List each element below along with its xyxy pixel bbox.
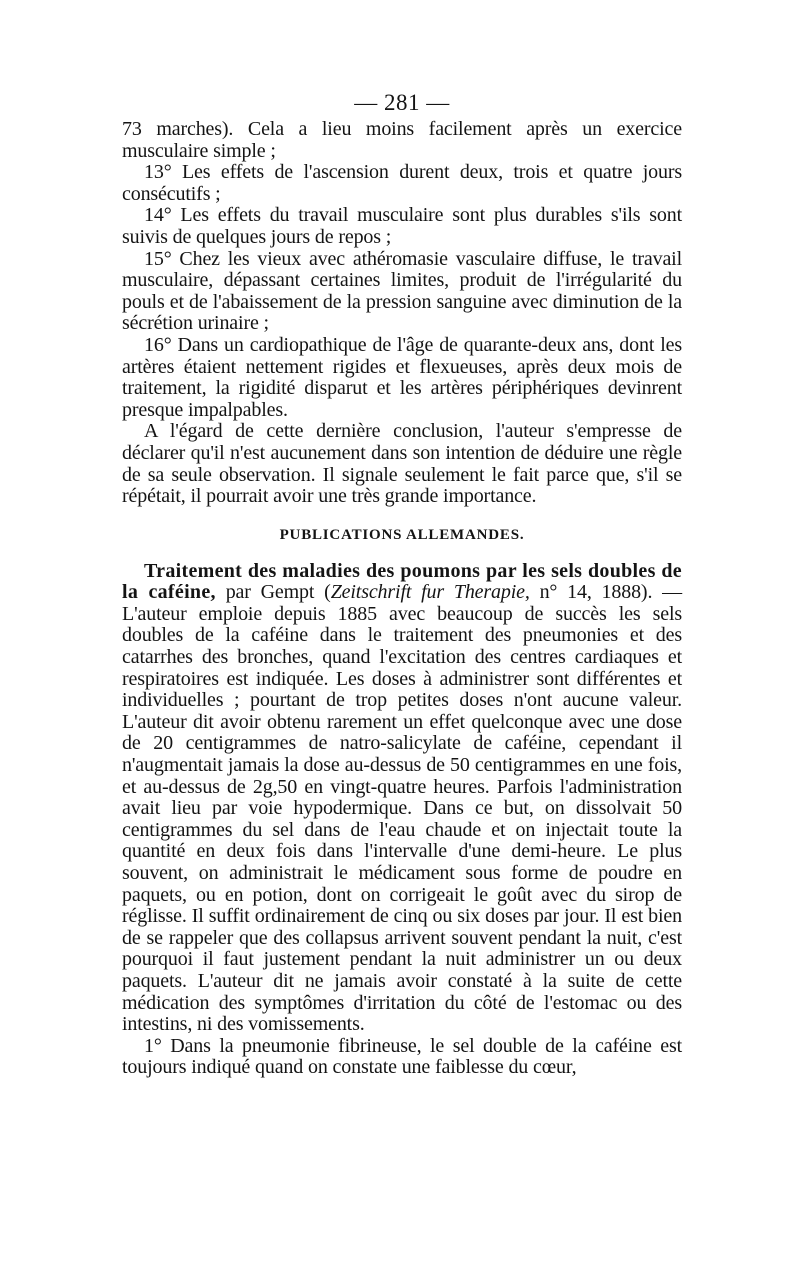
intro-section (122, 119, 682, 508)
item-14: 14° Les effets du travail musculaire sont plus durables s'ils sont suivis de quelques jours de repos ; (122, 204, 682, 248)
section-heading: PUBLICATIONS ALLEMANDES. (279, 526, 525, 543)
journal-reference: n° 14, 1888). — (529, 581, 682, 604)
article-author: par Gempt ( (215, 581, 331, 604)
article-section (122, 561, 682, 1079)
conclusion-paragraph: A l'égard de cette dernière conclusion, l'auteur s'empresse de déclarer qu'il n'est aucunement dans son intention de déduire une règle de sa seule observation. Il signale seulement le fait parce que, s'il se répétait, il pourrait avoir une très grande importance. (122, 420, 682, 508)
item-16: 16° Dans un cardiopathique de l'âge de quarante-deux ans, dont les artères étaient nettement rigides et flexueuses, après deux mois de traitement, la rigidité disparut et les artères périphériques devinrent presque impalpables. (122, 333, 682, 421)
item-15: 15° Chez les vieux avec athéromasie vasculaire diffuse, le travail musculaire, dépassant certaines limites, produit de l'irrégularité du pouls et de l'abaissement de la pression sanguine avec diminution de la sécrétion urinaire ; (122, 247, 682, 335)
document-page (122, 88, 682, 1079)
article-body: L'auteur emploie depuis 1885 avec beaucoup de succès les sels doubles de la caféine dans le traitement des pneumonies et des catarrhes des bronches, quand l'excitation des centres cardiaques et respiratoires est indiquée. Les doses à administrer sont différentes et individuelles ; pourtant de trop petites doses n'ont aucune valeur. L'auteur dit avoir obtenu rarement un effet quelconque avec une dose de 20 centigrammes de natro-salicylate de caféine, cependant il n'augmentait jamais la dose au-dessus de 50 centigrammes en une fois, et au-dessus de 2g,50 en vingt-quatre heures. Parfois l'administration avait lieu par voie hypodermique. Dans ce but, on dissolvait 50 centigrammes du sel dans de l'eau chaude et on injectait toute la quantité en deux fois dans l'intervalle d'une demi-heure. Le plus souvent, on administrait le médicament sous forme de poudre en paquets, ou en potion, dont on corrigeait le goût avec du sirop de réglisse. Il suffit ordinairement de cinq ou six doses par jour. Il est bien de se rappeler que des collapsus arrivent souvent pendant la nuit, c'est pourquoi il faut justement pendant la nuit administrer un ou deux paquets. L'auteur dit ne jamais avoir constaté à la suite de cette médication des symptômes d'irritation du côté de l'estomac ou des intestins, ni des vomissements. (122, 602, 682, 1036)
article-paragraph (122, 561, 682, 1036)
page-number: — 281 — (354, 90, 450, 115)
article-item-1: 1° Dans la pneumonie fibrineuse, le sel double de la caféine est toujours indiqué quand on constate une faiblesse du cœur, (122, 1034, 682, 1079)
journal-name: Zeitschrift fur Therapie, (330, 581, 530, 604)
continued-paragraph: 73 marches). Cela a lieu moins facilement après un exercice musculaire simple ; (122, 118, 682, 162)
item-13: 13° Les effets de l'ascension durent deux, trois et quatre jours consécutifs ; (122, 161, 682, 205)
article-title: Traitement des maladies des poumons par les sels doubles de la caféine, (122, 559, 682, 604)
